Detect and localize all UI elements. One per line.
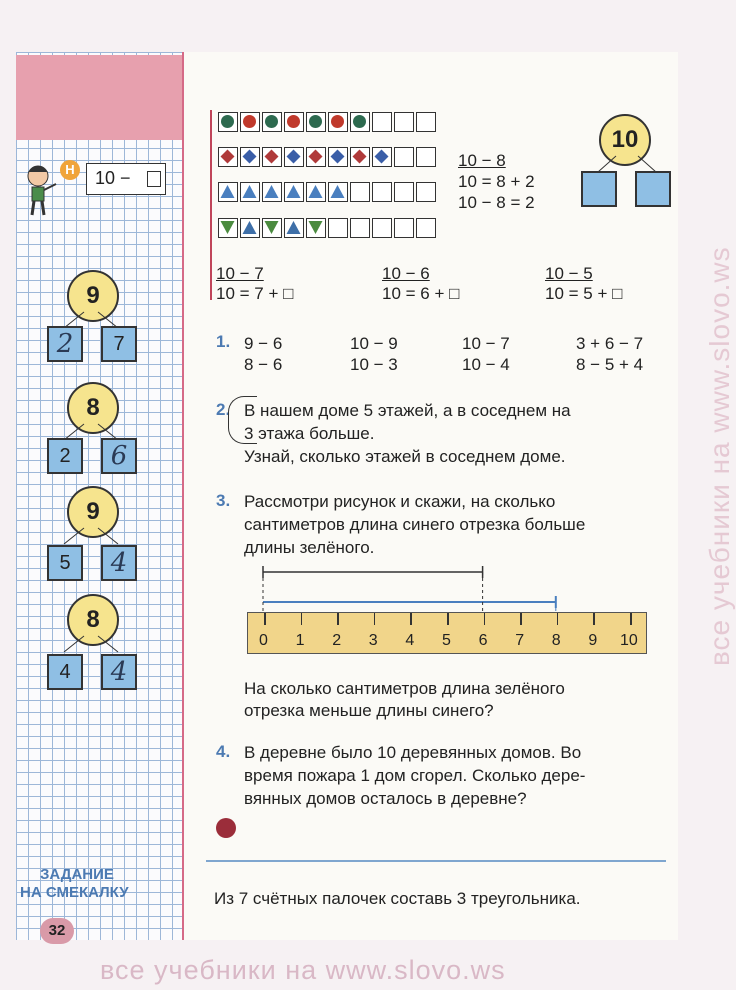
page-number: 32 xyxy=(40,918,74,944)
ruler-tick xyxy=(264,613,266,625)
hint-badge: Н xyxy=(60,160,80,180)
row3-cell xyxy=(394,182,414,202)
ruler-tick xyxy=(337,613,339,625)
row2-cell xyxy=(372,147,392,167)
task3-q2: отрезка меньше длины синего? xyxy=(244,701,494,720)
frac-1: $\frac{10 - 7}{10 = 7 + □}$ xyxy=(216,264,294,303)
row4-cell xyxy=(240,218,260,238)
row1-cell xyxy=(328,112,348,132)
task1-c4a: 3 + 6 − 7 xyxy=(576,334,644,353)
row2-cell xyxy=(284,147,304,167)
ruler-tick-label: 5 xyxy=(442,632,451,649)
tree3-branches xyxy=(40,526,150,546)
ruler-tick xyxy=(447,613,449,625)
tree4-left: 4 xyxy=(47,654,83,690)
row3-cell xyxy=(284,182,304,202)
row4-cell xyxy=(218,218,238,238)
tree2-top: 8 xyxy=(67,382,119,434)
row1-cell xyxy=(262,112,282,132)
task3-line3: длины зелёного. xyxy=(244,538,375,557)
tree2-left: 2 xyxy=(47,438,83,474)
example-circle: 10 xyxy=(599,114,651,166)
row2-cell xyxy=(350,147,370,167)
ruler-tick xyxy=(593,613,595,625)
row2-cell xyxy=(306,147,326,167)
row4-cell xyxy=(416,218,436,238)
margin-line xyxy=(182,52,184,940)
example-right-box xyxy=(635,171,671,207)
tree1-top: 9 xyxy=(67,270,119,322)
red-dot-icon xyxy=(216,818,236,838)
tree1-right: 7 xyxy=(101,326,137,362)
row1-cell xyxy=(240,112,260,132)
row1-cell xyxy=(372,112,392,132)
hint-blank-box xyxy=(147,171,161,187)
task1-c2b: 10 − 3 xyxy=(350,355,398,374)
task2-number: 2. xyxy=(216,400,231,419)
example-left-box xyxy=(581,171,617,207)
task2-line2: 3 этажа больше. xyxy=(244,424,375,443)
row3-cell xyxy=(218,182,238,202)
row3-cell xyxy=(372,182,392,202)
task3-number: 3. xyxy=(216,491,231,510)
task2-pencil-mark xyxy=(228,396,257,444)
task1-c4b: 8 − 5 + 4 xyxy=(576,355,644,374)
example-line1: 10 − 8 xyxy=(458,151,506,170)
example-line2: 10 = 8 + 2 xyxy=(458,172,535,191)
task1-c1b: 8 − 6 xyxy=(244,355,283,374)
task4-line3: вянных домов осталось в деревне? xyxy=(244,789,527,808)
frac-2: $\frac{10 - 6}{10 = 6 + □}$ xyxy=(382,264,460,303)
ruler-tick-label: 4 xyxy=(405,632,415,649)
row4-cell xyxy=(372,218,392,238)
row4-cell xyxy=(284,218,304,238)
side-watermark: все учебники на www.slovo.ws xyxy=(704,246,735,666)
row3-cell xyxy=(240,182,260,202)
row1-cell xyxy=(394,112,414,132)
ruler-tick xyxy=(484,613,486,625)
ruler-tick-label: 6 xyxy=(478,632,488,649)
bottom-watermark: все учебники на www.slovo.ws xyxy=(100,955,506,985)
rows-bracket xyxy=(210,110,212,300)
row1-cell xyxy=(218,112,238,132)
ruler-tick-label: 8 xyxy=(551,632,561,649)
tree3-top: 9 xyxy=(67,486,119,538)
tree4-branches xyxy=(40,634,150,654)
task4-line1: В деревне было 10 деревянных домов. Во xyxy=(244,743,582,762)
row1-cell xyxy=(306,112,326,132)
row3-cell xyxy=(350,182,370,202)
row3-cell xyxy=(416,182,436,202)
tree1-left: 2 xyxy=(47,326,83,362)
task4-line2: время пожара 1 дом сгорел. Сколько дере- xyxy=(244,766,586,785)
task1-c1a: 9 − 6 xyxy=(244,334,283,353)
row1-cell xyxy=(416,112,436,132)
puzzle-label-2: НА СМЕКАЛКУ xyxy=(20,884,129,901)
ruler-tick xyxy=(410,613,412,625)
ruler-tick-label: 3 xyxy=(368,632,378,649)
ruler-tick-label: 2 xyxy=(332,632,342,649)
boy-icon xyxy=(22,160,60,220)
row2-cell xyxy=(416,147,436,167)
frac-3: $\frac{10 - 5}{10 = 5 + □}$ xyxy=(545,264,623,303)
row2-cell xyxy=(262,147,282,167)
puzzle-label-1: ЗАДАНИЕ xyxy=(40,866,114,883)
row2-cell xyxy=(240,147,260,167)
ruler-tick xyxy=(520,613,522,625)
row2-cell xyxy=(328,147,348,167)
ruler-tick xyxy=(301,613,303,625)
ruler-tick-label: 0 xyxy=(259,632,268,649)
ruler-tick xyxy=(557,613,559,625)
task3-line1: Рассмотри рисунок и скажи, на сколько xyxy=(244,492,556,511)
row4-cell xyxy=(328,218,348,238)
tree4-right: 4 xyxy=(101,654,137,690)
puzzle-divider xyxy=(206,860,666,862)
puzzle-text: Из 7 счётных палочек составь 3 треугольника. xyxy=(214,889,581,908)
tree3-right: 4 xyxy=(101,545,137,581)
ruler-tick-label: 9 xyxy=(588,632,598,649)
row2-cell xyxy=(394,147,414,167)
ruler-tick-label: 1 xyxy=(295,632,305,649)
row2-cell xyxy=(218,147,238,167)
hint-expr: 10 − xyxy=(95,168,131,188)
ruler-tick xyxy=(630,613,632,625)
task1-c2a: 10 − 9 xyxy=(350,334,398,353)
row3-cell xyxy=(262,182,282,202)
task2-line1: В нашем доме 5 этажей, а в соседнем на xyxy=(244,401,571,420)
task3-line2: сантиметров длина синего отрезка больше xyxy=(244,515,586,534)
task1-c3a: 10 − 7 xyxy=(462,334,510,353)
tree3-left: 5 xyxy=(47,545,83,581)
row1-cell xyxy=(350,112,370,132)
row3-cell xyxy=(306,182,326,202)
row4-cell xyxy=(350,218,370,238)
example-line3: 10 − 8 = 2 xyxy=(458,193,535,212)
row1-cell xyxy=(284,112,304,132)
task2-line3: Узнай, сколько этажей в соседнем доме. xyxy=(244,447,566,466)
row4-cell xyxy=(394,218,414,238)
ruler-tick-label: 10 xyxy=(620,632,638,649)
tree4-top: 8 xyxy=(67,594,119,646)
tree2-right: 6 xyxy=(101,438,137,474)
ruler-tick-label: 7 xyxy=(515,632,525,649)
task3-q1: На сколько сантиметров длина зелёного xyxy=(244,679,565,698)
row4-cell xyxy=(262,218,282,238)
task1-number: 1. xyxy=(216,332,231,351)
row3-cell xyxy=(328,182,348,202)
ruler-tick xyxy=(374,613,376,625)
task1-c3b: 10 − 4 xyxy=(462,355,510,374)
pink-header-band xyxy=(16,55,182,140)
task4-number: 4. xyxy=(216,742,231,761)
row4-cell xyxy=(306,218,326,238)
